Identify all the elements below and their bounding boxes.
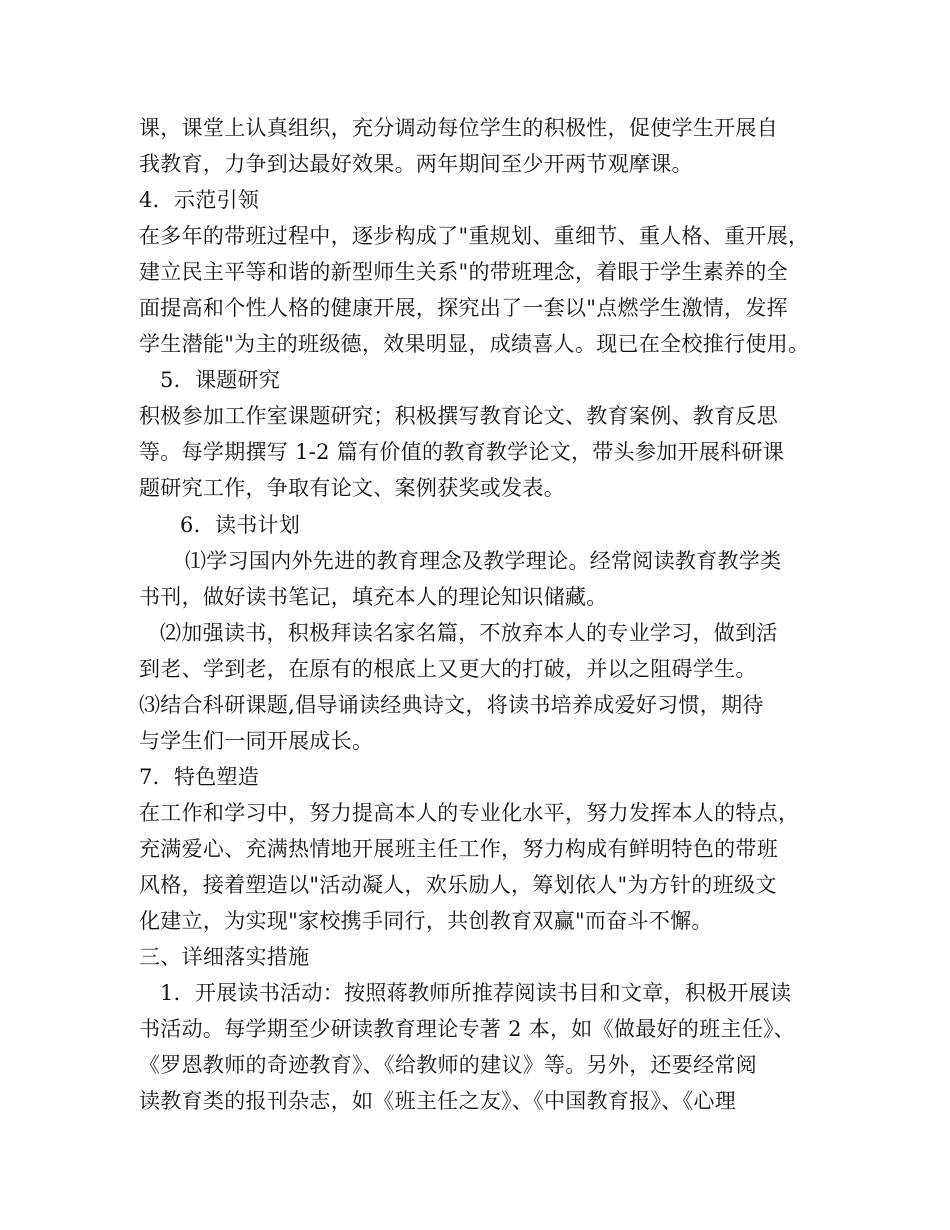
- text-line: 充满爱心、充满热情地开展班主任工作，努力构成有鲜明特色的带班: [139, 837, 778, 861]
- text-line: 化建立，为实现"家校携手同行，共创教育双赢"而奋斗不懈。: [139, 909, 713, 933]
- text-line: 与学生们一同开展成长。: [139, 729, 374, 753]
- text-line: 积极参加工作室课题研究；积极撰写教育论文、教育案例、教育反思: [139, 404, 778, 428]
- text-line: 《罗恩教师的奇迹教育》、《给教师的建议》等。另外，还要经常阅: [139, 1053, 757, 1077]
- text-line: 在工作和学习中，努力提高本人的专业化水平，努力发挥本人的特点，: [139, 801, 800, 825]
- text-line: ⑵加强读书，积极拜读名家名篇，不放弃本人的专业学习，做到活: [160, 621, 778, 645]
- text-line: 书活动。每学期至少研读教育理论专著 2 本，如《做最好的班主任》、: [139, 1017, 796, 1041]
- section-heading: 7．特色塑造: [139, 765, 260, 789]
- text-line: 课，课堂上认真组织，充分调动每位学生的积极性，促使学生开展自: [139, 116, 778, 140]
- text-line: 读教育类的报刊杂志，如《班主任之友》、《中国教育报》、《心理: [139, 1089, 736, 1113]
- text-line: 学生潜能"为主的班级德，效果明显，成绩喜人。现已在全校推行使用。: [139, 332, 810, 356]
- text-line: 我教育，力争到达最好效果。两年期间至少开两节观摩课。: [139, 152, 693, 176]
- text-line: 建立民主平等和谐的新型师生关系"的带班理念，着眼于学生素养的全: [139, 260, 788, 284]
- text-line: 等。每学期撰写 1-2 篇有价值的教育教学论文，带头参加开展科研课: [139, 440, 785, 464]
- section-heading: 4．示范引领: [139, 188, 260, 212]
- section-heading: 6．读书计划: [180, 513, 301, 537]
- section-heading: 5．课题研究: [160, 368, 281, 392]
- text-line: ⑴学习国内外先进的教育理念及教学理论。经常阅读教育教学类: [185, 549, 782, 573]
- text-line: 到老、学到老，在原有的根底上又更大的打破，并以之阻碍学生。: [139, 657, 757, 681]
- text-line: 书刊，做好读书笔记，填充本人的理论知识储藏。: [139, 585, 608, 609]
- section-heading: 三、详细落实措施: [139, 945, 310, 969]
- text-line: 题研究工作，争取有论文、案例获奖或发表。: [139, 476, 565, 500]
- text-line: 在多年的带班过程中，逐步构成了"重规划、重细节、重人格、重开展，: [139, 224, 810, 248]
- text-line: 面提高和个性人格的健康开展，探究出了一套以"点燃学生激情，发挥: [139, 296, 788, 320]
- text-line: 风格，接着塑造以"活动凝人，欢乐励人，筹划依人"为方针的班级文: [139, 873, 777, 897]
- text-line: ⑶结合科研课题,倡导诵读经典诗文，将读书培养成爱好习惯，期待: [139, 693, 764, 717]
- text-line: 1．开展读书活动：按照蒋教师所推荐阅读书目和文章，积极开展读: [160, 981, 792, 1005]
